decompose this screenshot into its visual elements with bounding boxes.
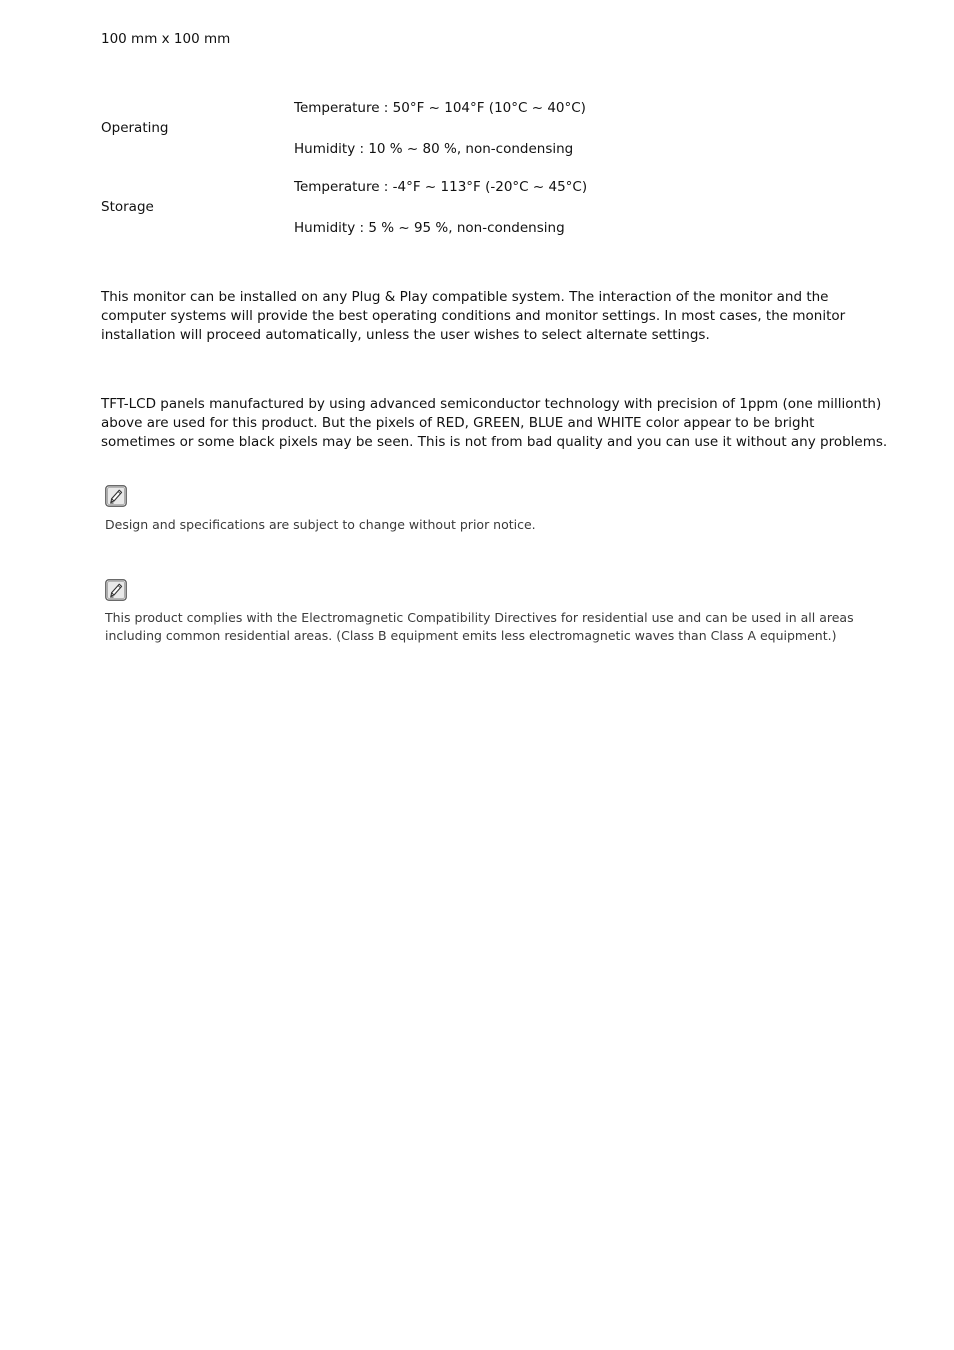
note-line: Design and specifications are subject to change without prior notice.	[105, 517, 536, 532]
storage-temperature: Temperature : -4°F ~ 113°F (-20°C ~ 45°C)	[294, 179, 588, 195]
note-icon	[105, 485, 127, 507]
plug-and-play-paragraph	[101, 288, 861, 345]
paragraph-line: sometimes or some black pixels may be seen. This is not from bad quality and you can use it without any problems.	[101, 434, 888, 450]
note-line: including common residential areas. (Class B equipment emits less electromagnetic waves than Class A equipment.)	[105, 628, 837, 643]
storage-label: Storage	[101, 199, 154, 215]
mounting-size: 100 mm x 100 mm	[101, 31, 231, 47]
paragraph-line: installation will proceed automatically, unless the user wishes to select alternate settings.	[101, 327, 710, 343]
operating-label: Operating	[101, 120, 169, 136]
note-text	[105, 609, 865, 645]
note-line: This product complies with the Electromagnetic Compatibility Directives for residential use and can be used in all areas	[105, 610, 854, 625]
note-text	[105, 516, 865, 534]
storage-humidity: Humidity : 5 % ~ 95 %, non-condensing	[294, 220, 565, 236]
paragraph-line: computer systems will provide the best operating conditions and monitor settings. In most cases, the monitor	[101, 308, 846, 324]
paragraph-line: TFT-LCD panels manufactured by using advanced semiconductor technology with precision of 1ppm (one millionth)	[101, 396, 882, 412]
operating-temperature: Temperature : 50°F ~ 104°F (10°C ~ 40°C)	[294, 100, 586, 116]
dot-acceptable-paragraph	[101, 395, 888, 452]
operating-humidity: Humidity : 10 % ~ 80 %, non-condensing	[294, 141, 574, 157]
paragraph-line: This monitor can be installed on any Plug & Play compatible system. The interaction of the monitor and the	[101, 289, 829, 305]
paragraph-line: above are used for this product. But the pixels of RED, GREEN, BLUE and WHITE color appear to be bright	[101, 415, 815, 431]
note-icon	[105, 579, 127, 601]
